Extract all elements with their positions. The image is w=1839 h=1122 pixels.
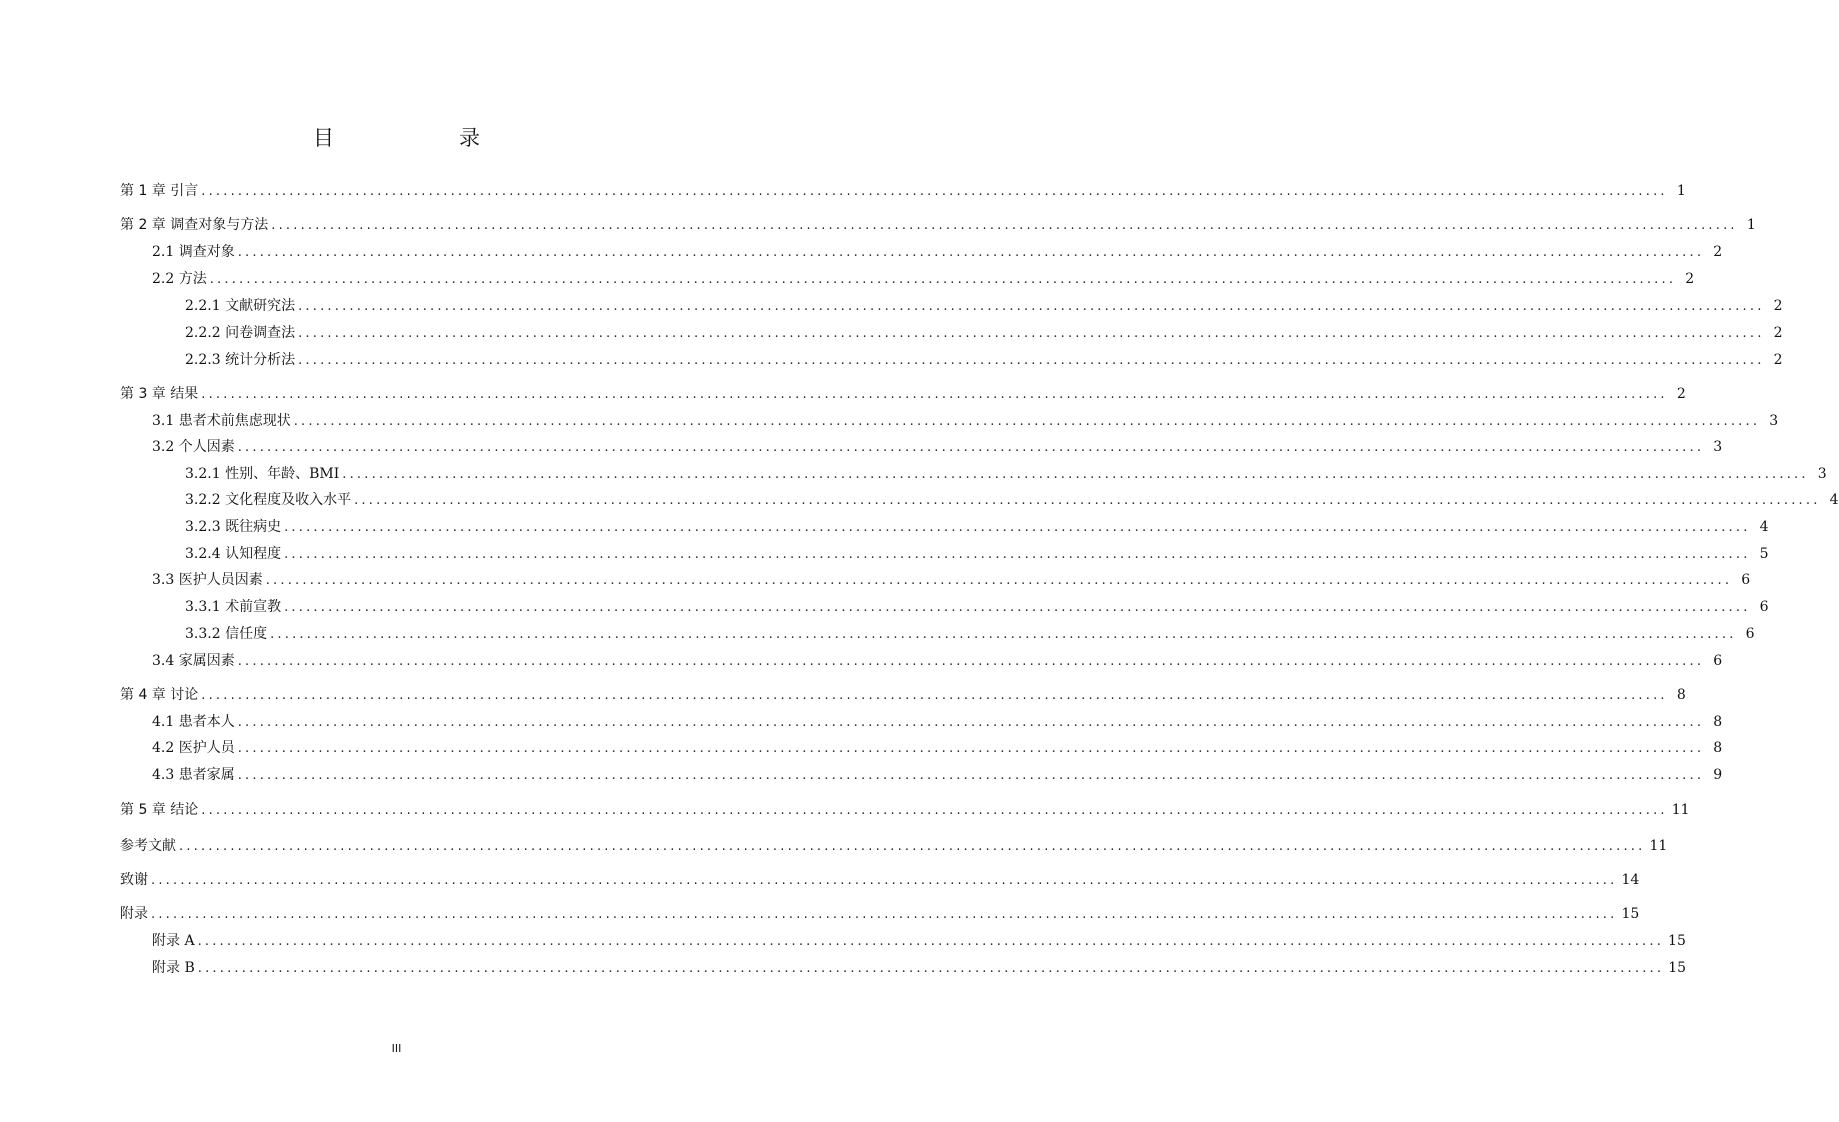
toc-entry[interactable] <box>120 215 1756 235</box>
toc-entry-page: 6 <box>1713 653 1723 669</box>
toc-entry-label: 2.2 方法 <box>152 271 207 287</box>
dot-leader: ........................................................................................................................................................................................................ <box>293 414 1761 429</box>
toc-entry-page: 2 <box>1773 352 1783 368</box>
toc-entry-label: 3.2.1 性别、年龄、BMI <box>185 466 340 482</box>
toc-entry[interactable] <box>120 181 1686 201</box>
toc-entry-label: 第 1 章 引言 <box>120 183 199 199</box>
toc-entry[interactable] <box>120 800 1690 820</box>
toc-entry[interactable] <box>185 490 1839 510</box>
toc-entry[interactable] <box>152 765 1723 785</box>
toc-entry-page: 6 <box>1741 572 1751 588</box>
toc-entry-label: 3.3.1 术前宣教 <box>185 599 282 615</box>
toc-entry[interactable] <box>152 411 1779 431</box>
toc-entry[interactable] <box>152 651 1723 671</box>
toc-entry[interactable] <box>120 904 1640 924</box>
toc-entry[interactable] <box>120 384 1686 404</box>
page-number: III <box>391 1042 402 1055</box>
toc-entry[interactable] <box>185 624 1755 644</box>
toc-entry[interactable] <box>185 296 1783 316</box>
toc-entry-label: 3.2.3 既往病史 <box>185 519 282 535</box>
dot-leader: ........................................................................................................................................................................................................ <box>284 600 1751 615</box>
toc-entry-label: 附录 <box>120 906 148 922</box>
toc-entry-page: 2 <box>1685 271 1695 287</box>
dot-leader: ........................................................................................................................................................................................................ <box>237 741 1705 756</box>
toc-entry-page: 2 <box>1773 325 1783 341</box>
toc-entry-page: 6 <box>1745 626 1755 642</box>
toc-entry-page: 5 <box>1759 546 1769 562</box>
dot-leader: ........................................................................................................................................................................................................ <box>237 768 1705 783</box>
dot-leader: ........................................................................................................................................................................................................ <box>284 547 1751 562</box>
toc-entry-label: 3.1 患者术前焦虑现状 <box>152 413 291 429</box>
toc-entry-label: 3.2.2 文化程度及收入水平 <box>185 492 352 508</box>
toc-entry[interactable] <box>120 685 1686 705</box>
toc-entry-label: 4.2 医护人员 <box>152 740 235 756</box>
dot-leader: ........................................................................................................................................................................................................ <box>197 934 1665 949</box>
toc-entry[interactable] <box>185 517 1769 537</box>
dot-leader: ........................................................................................................................................................................................................ <box>209 272 1677 287</box>
toc-entry-page: 9 <box>1713 767 1723 783</box>
toc-entry[interactable] <box>185 597 1769 617</box>
toc-entry-label: 3.2.4 认知程度 <box>185 546 282 562</box>
toc-entry-label: 2.1 调查对象 <box>152 244 235 260</box>
dot-leader: ........................................................................................................................................................................................................ <box>179 839 1646 854</box>
toc-entry-label: 第 3 章 结果 <box>120 386 199 402</box>
toc-entry[interactable] <box>152 738 1723 758</box>
dot-leader: ........................................................................................................................................................................................................ <box>201 387 1668 402</box>
toc-entry-page: 11 <box>1649 838 1668 854</box>
toc-entry-page: 8 <box>1713 714 1723 730</box>
toc-entry-label: 2.2.1 文献研究法 <box>185 298 296 314</box>
toc-entry-label: 第 2 章 调查对象与方法 <box>120 217 269 233</box>
toc-entry[interactable] <box>120 836 1668 856</box>
dot-leader: ........................................................................................................................................................................................................ <box>265 573 1733 588</box>
toc-entry-page: 15 <box>1621 906 1640 922</box>
toc-entry-label: 3.3.2 信任度 <box>185 626 268 642</box>
toc-entry-page: 3 <box>1769 413 1779 429</box>
dot-leader: ........................................................................................................................................................................................................ <box>298 353 1765 368</box>
toc-entry-page: 1 <box>1676 183 1686 199</box>
toc-entry[interactable] <box>152 242 1723 262</box>
toc-entry-label: 附录 B <box>152 960 195 976</box>
dot-leader: ........................................................................................................................................................................................................ <box>354 493 1821 508</box>
toc-entry-label: 4.1 患者本人 <box>152 714 235 730</box>
page-title: 目 录 <box>313 126 532 150</box>
toc-entry-page: 2 <box>1713 244 1723 260</box>
dot-leader: ........................................................................................................................................................................................................ <box>270 627 1737 642</box>
toc-entry-page: 14 <box>1621 872 1640 888</box>
toc-entry-page: 2 <box>1676 386 1686 402</box>
dot-leader: ........................................................................................................................................................................................................ <box>237 245 1705 260</box>
toc-entry[interactable] <box>120 870 1640 890</box>
toc-entry-label: 3.3 医护人员因素 <box>152 572 263 588</box>
toc-entry[interactable] <box>152 931 1686 951</box>
toc-entry-label: 第 4 章 讨论 <box>120 687 199 703</box>
dot-leader: ........................................................................................................................................................................................................ <box>201 184 1668 199</box>
toc-entry-page: 8 <box>1676 687 1686 703</box>
dot-leader: ........................................................................................................................................................................................................ <box>151 873 1618 888</box>
toc-entry-page: 6 <box>1759 599 1769 615</box>
dot-leader: ........................................................................................................................................................................................................ <box>201 803 1668 818</box>
toc-entry-page: 3 <box>1713 439 1723 455</box>
dot-leader: ........................................................................................................................................................................................................ <box>342 467 1809 482</box>
toc-entry[interactable] <box>185 323 1783 343</box>
toc-entry[interactable] <box>185 464 1827 484</box>
dot-leader: ........................................................................................................................................................................................................ <box>298 299 1765 314</box>
toc-entry-label: 3.2 个人因素 <box>152 439 235 455</box>
dot-leader: ........................................................................................................................................................................................................ <box>237 440 1705 455</box>
dot-leader: ........................................................................................................................................................................................................ <box>237 715 1705 730</box>
toc-entry[interactable] <box>152 570 1751 590</box>
toc-entry-page: 4 <box>1759 519 1769 535</box>
toc-entry-label: 2.2.2 问卷调查法 <box>185 325 296 341</box>
dot-leader: ........................................................................................................................................................................................................ <box>151 907 1618 922</box>
toc-entry-label: 第 5 章 结论 <box>120 802 199 818</box>
toc-entry[interactable] <box>152 958 1687 978</box>
dot-leader: ........................................................................................................................................................................................................ <box>237 654 1705 669</box>
toc-entry[interactable] <box>152 269 1695 289</box>
toc-entry-page: 4 <box>1829 492 1839 508</box>
toc-entry-label: 2.2.3 统计分析法 <box>185 352 296 368</box>
toc-entry-page: 8 <box>1713 740 1723 756</box>
toc-entry-page: 15 <box>1668 960 1687 976</box>
toc-entry[interactable] <box>185 544 1769 564</box>
toc-entry-page: 15 <box>1668 933 1686 949</box>
toc-entry-page: 11 <box>1671 802 1690 818</box>
dot-leader: ........................................................................................................................................................................................................ <box>284 520 1751 535</box>
toc-entry[interactable] <box>185 350 1783 370</box>
toc-entry-page: 1 <box>1746 217 1756 233</box>
toc-entry[interactable] <box>152 437 1723 457</box>
toc-entry-label: 致谢 <box>120 872 148 888</box>
dot-leader: ........................................................................................................................................................................................................ <box>298 326 1765 341</box>
toc-entry-label: 参考文献 <box>120 838 176 854</box>
toc-entry-page: 2 <box>1773 298 1783 314</box>
dot-leader: ........................................................................................................................................................................................................ <box>197 961 1665 976</box>
toc-entry-label: 3.4 家属因素 <box>152 653 235 669</box>
toc-entry-label: 4.3 患者家属 <box>152 767 235 783</box>
dot-leader: ........................................................................................................................................................................................................ <box>271 218 1738 233</box>
toc-entry-label: 附录 A <box>152 933 195 949</box>
dot-leader: ........................................................................................................................................................................................................ <box>201 688 1668 703</box>
toc-entry-page: 3 <box>1817 466 1827 482</box>
toc-entry[interactable] <box>152 712 1723 732</box>
